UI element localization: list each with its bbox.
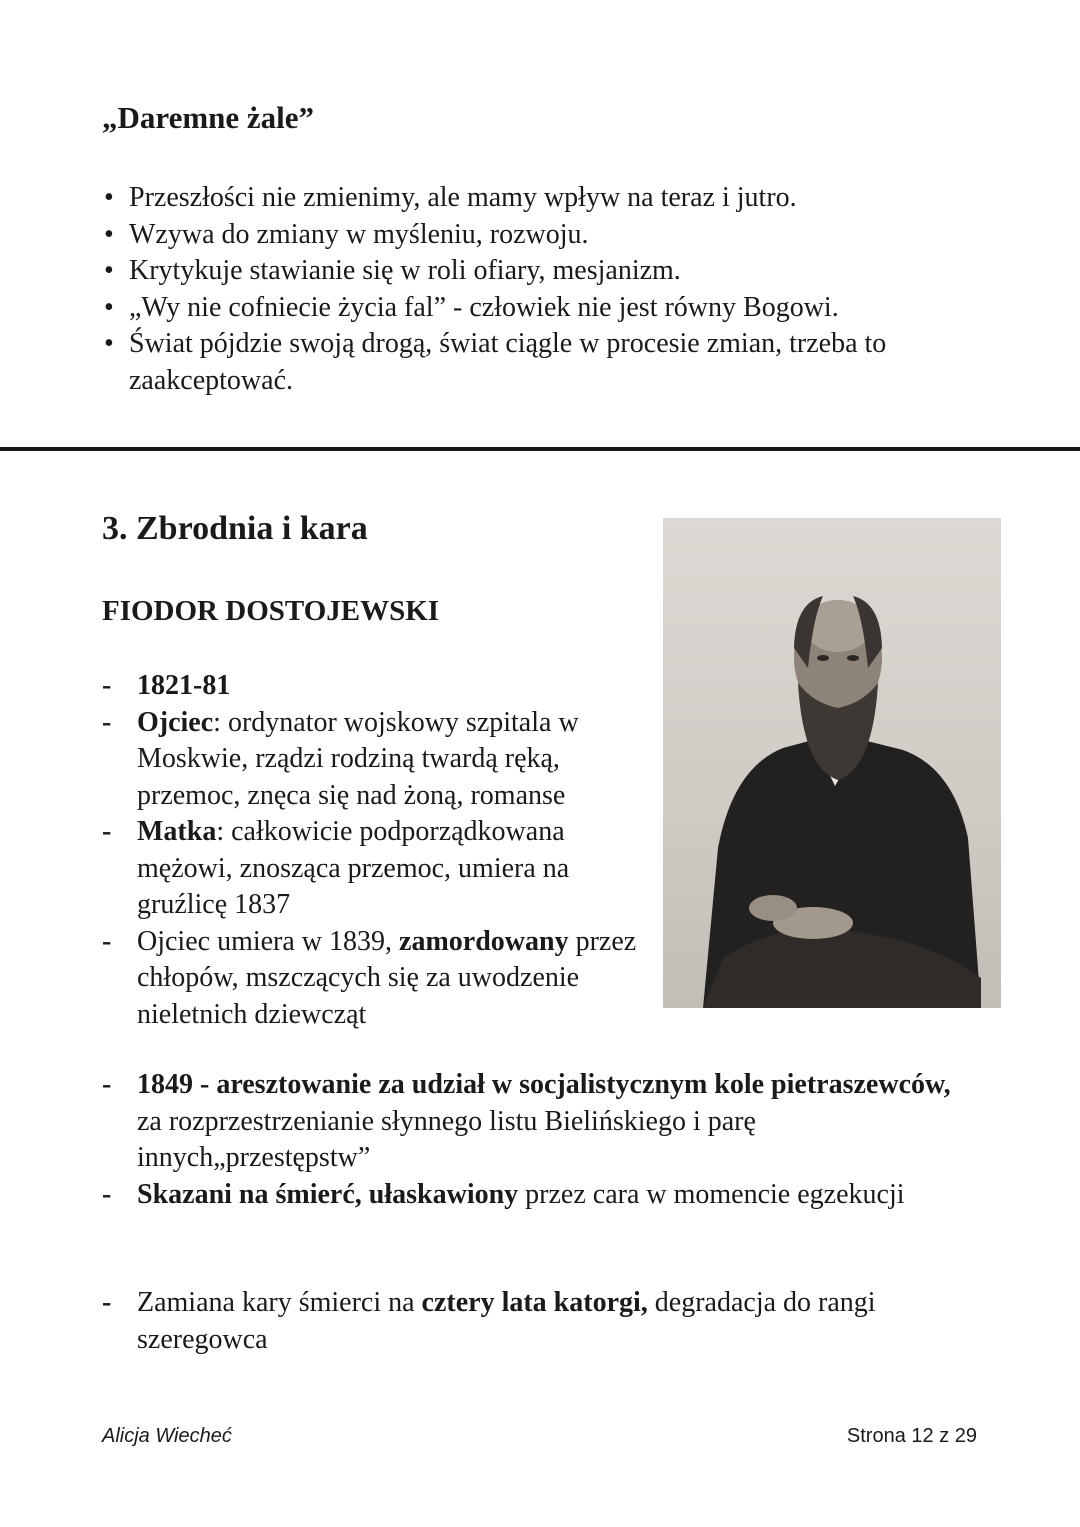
dostoevsky-portrait-photo [663, 518, 1001, 1008]
list-item: • Krytykuje stawianie się w roli ofiary, mesjanizm. [104, 253, 984, 290]
list-item [102, 924, 642, 1034]
list-item: • Świat pójdzie swoją drogą, świat ciągle w procesie zmian, trzeba to zaakceptować. [104, 326, 984, 399]
item-text: : ordynator wojskowy szpitala w Moskwie, rządzi rodziną twardą ręką, przemoc, znęca się nad żoną, romanse [137, 706, 579, 811]
item-text: degradacja do rangi szeregowca [137, 1287, 876, 1355]
arrest-list [102, 1067, 982, 1213]
item-text: przez cara w momencie egzekucji [518, 1178, 905, 1210]
item-bold-text: 1821-81 [137, 670, 231, 701]
item-text: za rozprzestrzenianie słynnego listu Bielińskiego i parę innych„przestępstw” [137, 1105, 756, 1173]
item-bold-text: cztery lata katorgi, [421, 1287, 648, 1318]
list-item: • „Wy nie cofniecie życia fal” - człowiek nie jest równy Bogowi. [104, 290, 984, 327]
section-title-zbrodnia-i-kara: 3. Zbrodnia i kara [102, 510, 368, 547]
list-item [102, 668, 642, 705]
list-item [102, 1067, 982, 1177]
list-item: • Wzywa do zmiany w myśleniu, rozwoju. [104, 217, 984, 254]
item-text: przez chłopów, mszczących się za uwodzenie nieletnich dziewcząt [137, 925, 637, 1030]
item-text: Ojciec umiera w 1839, [137, 925, 400, 957]
list-item [102, 1177, 982, 1214]
footer-author: Alicja Wiecheć [102, 1425, 232, 1447]
biography-list [102, 668, 642, 1033]
item-bold-text: Matka [137, 816, 217, 847]
daremne-zale-bullet-list [104, 180, 984, 399]
item-bold-text: Skazani na śmierć, ułaskawiony [137, 1178, 519, 1210]
item-text: : całkowicie podporządkowana mężowi, znosząca przemoc, umiera na gruźlicę 1837 [137, 816, 570, 920]
section-divider [0, 447, 1080, 451]
item-bold-text: Ojciec [137, 706, 214, 738]
author-heading: FIODOR DOSTOJEWSKI [102, 595, 440, 627]
list-item [102, 814, 642, 924]
item-bold-text: zamordowany [399, 925, 569, 957]
item-text: Zamiana kary śmierci na [137, 1287, 422, 1318]
item-bold-text: 1849 - aresztowanie za udział w socjalistycznym kole pietraszewców, [137, 1069, 951, 1100]
list-item: • Przeszłości nie zmienimy, ale mamy wpływ na teraz i jutro. [104, 180, 984, 217]
section-title-daremne-zale: „Daremne żale” [102, 100, 315, 135]
portrait-illustration [663, 518, 1001, 1008]
sentence-list [102, 1285, 982, 1358]
list-item [102, 1285, 982, 1358]
list-item [102, 705, 642, 815]
footer-page-number: Strona 12 z 29 [846, 1425, 977, 1447]
